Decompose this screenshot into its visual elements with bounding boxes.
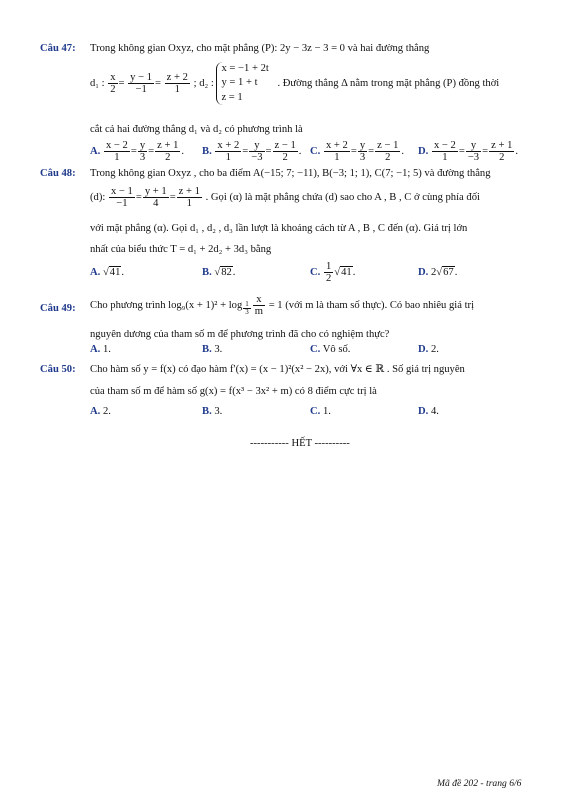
fraction: $\frac{x}{2}$	[110, 71, 116, 95]
question-text: . Gọi (α) là mặt phẳng chứa (d) sao cho A , B , C ở cùng phía đối	[205, 191, 480, 203]
equation-line: (d): $\frac{x - 1}{-1}$ = $\frac{y + 1}{4}$ = $\frac{z + 1}{1}$ . Gọi (α) là mặt phẳng chứa (d) sao cho A , B , C ở cùng phía đối	[90, 186, 480, 210]
option-b: B. 3.	[202, 406, 223, 417]
fraction: $\frac{y - 1}{-1}$	[130, 71, 153, 95]
option-a: A. √41.	[90, 267, 125, 278]
question-label: Câu 48:	[40, 168, 76, 179]
equation-line: Cho phương trình log₉(x + 1)² + log $\frac{1}{3}$ $\frac{x}{m}$ = 1 (với m là tham số thực). Có bao nhiêu giá trị	[90, 294, 475, 318]
question-text: Trong không gian Oxyz , cho ba điểm A(−15; 7; −11), B(−3; 1; 1), C(7; −1; 5) và đường thẳng	[90, 168, 491, 179]
page-footer: Mã đề 202 - trang 6/6	[437, 778, 522, 789]
question-text: nguyên dương của tham số m để phương trình đã cho có nghiệm thực?	[90, 329, 390, 340]
option-a: A. 2.	[90, 406, 111, 417]
option-d: D. 4.	[418, 406, 439, 417]
d1-label: d₁ :	[90, 77, 105, 89]
question-text: cắt cả hai đường thẳng d₁ và d₂ có phương trình là	[90, 124, 303, 135]
question-text: Trong không gian Oxyz, cho mặt phẳng (P): 2y − 3z − 3 = 0 và hai đường thẳng	[90, 43, 430, 54]
option-b: B. √82.	[202, 267, 236, 278]
option-d: D. 2√67.	[418, 267, 458, 278]
question-text: nhất của biểu thức T = d₁ + 2d₂ + 3d₃ bằng	[90, 244, 272, 255]
question-text: của tham số m để hàm số g(x) = f(x³ − 3x² + m) có 8 điểm cực trị là	[90, 386, 377, 397]
option-d: D. 2.	[418, 344, 439, 355]
option-c: C. Vô số.	[310, 344, 351, 355]
question-text: = 1 (với m là tham số thực). Có bao nhiêu giá trị	[268, 299, 475, 311]
question-label: Câu 50:	[40, 364, 76, 375]
option-c: C. 1.	[310, 406, 331, 417]
equation-system: x = −1 + 2t y = 1 + t z = 1	[216, 62, 268, 105]
question-label: Câu 49:	[40, 303, 76, 314]
end-marker: ----------- HẾT ----------	[250, 438, 350, 449]
option-c: C. $\frac{1}{2}$ √41.	[310, 261, 356, 285]
d2-label: ; d₂ :	[193, 77, 214, 89]
option-c: C. $\frac{x + 2}{1}$ = $\frac{y}{3}$ = $\frac{z - 1}{2}$ .	[310, 140, 405, 164]
option-b: B. $\frac{x + 2}{1}$ = $\frac{y}{-3}$ = $\frac{z - 1}{2}$ .	[202, 140, 302, 164]
question-text: Cho hàm số y = f(x) có đạo hàm f′(x) = (x − 1)²(x² − 2x), với ∀x ∈ ℝ . Số giá trị nguyên	[90, 364, 465, 375]
option-a: A. $\frac{x - 2}{1}$ = $\frac{y}{3}$ = $\frac{z + 1}{2}$ .	[90, 140, 185, 164]
question-text: . Đường thẳng Δ nằm trong mặt phẳng (P) đồng thời	[277, 77, 500, 89]
fraction: $\frac{z + 2}{1}$	[166, 71, 188, 95]
option-d: D. $\frac{x - 2}{1}$ = $\frac{y}{-3}$ = $\frac{z + 1}{2}$ .	[418, 140, 519, 164]
option-b: B. 3.	[202, 344, 223, 355]
question-label: Câu 47:	[40, 43, 76, 54]
option-a: A. 1.	[90, 344, 111, 355]
question-text: với mặt phẳng (α). Gọi d₁ , d₂ , d₃ lần lượt là khoảng cách từ A , B , C đến (α). Giá trị lớn	[90, 223, 468, 234]
equation-line: d₁ : $\frac{x}{2}$ = $\frac{y - 1}{-1}$ = $\frac{z + 2}{1}$ ; d₂ : x = −1 + 2t y = 1 + t z = 1 . Đường thẳng Δ nằm trong mặt phẳng (P) đồng thời	[90, 62, 499, 105]
